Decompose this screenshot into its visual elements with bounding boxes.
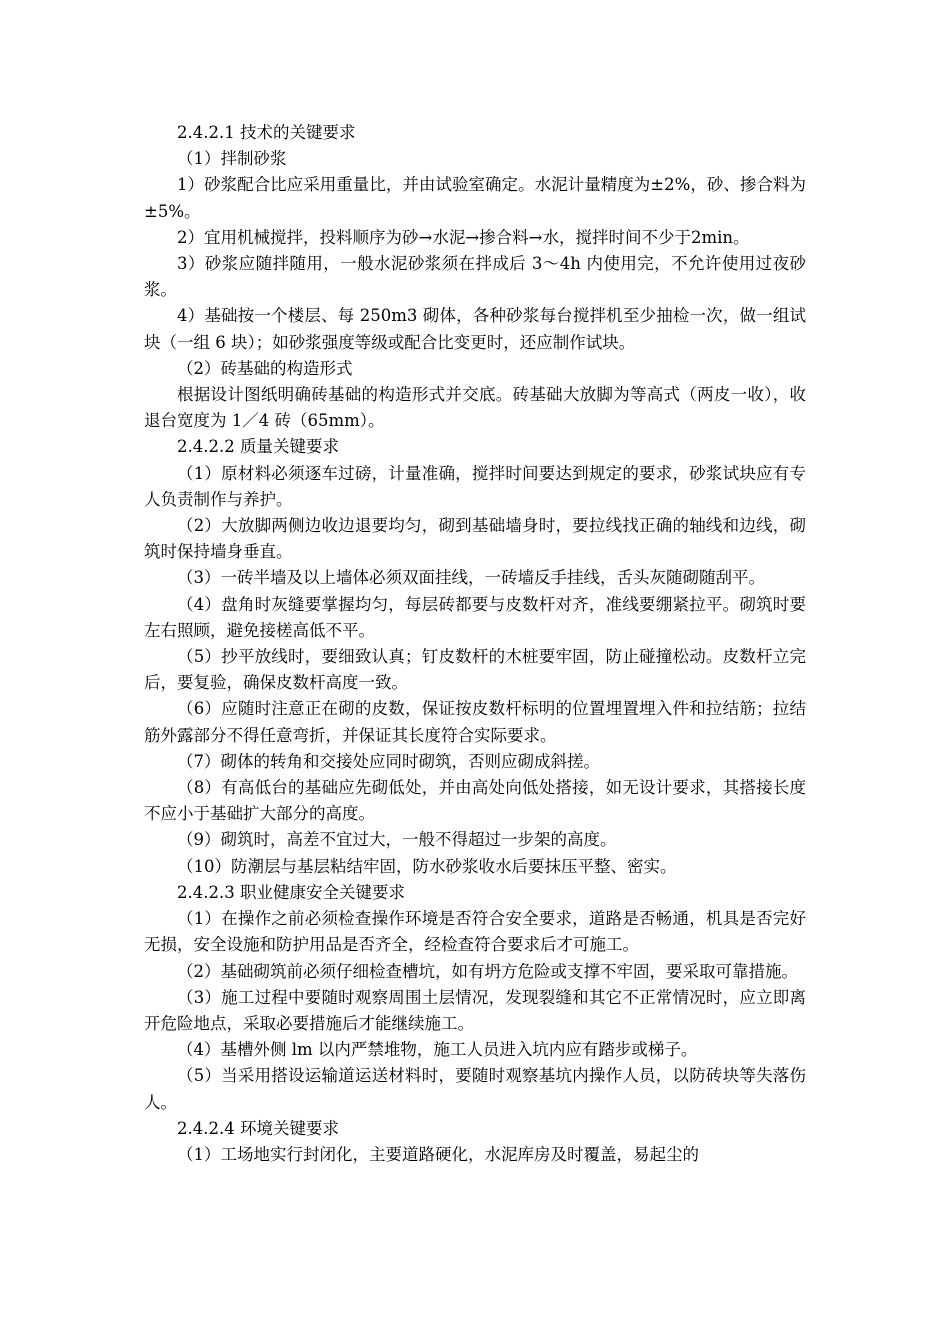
section-heading-2-4-2-2: 2.4.2.2 质量关键要求 xyxy=(177,437,339,457)
paragraph: （7）砌体的转角和交接处应同时砌筑，否则应砌成斜搓。 xyxy=(177,751,600,771)
section-heading-2-4-2-1: 2.4.2.1 技术的关键要求 xyxy=(177,123,356,142)
document-body xyxy=(144,120,806,1168)
paragraph: （6）应随时注意正在砌的皮数，保证按皮数杆标明的位置埋置埋入件和拉结筋；拉结筋外露部分不得任意弯折，并保证其长度符合实际要求。 xyxy=(144,699,806,745)
paragraph: （5）当采用搭设运输道运送材料时，要随时观察基坑内操作人员，以防砖块等失落伤人。 xyxy=(144,1066,806,1112)
paragraph: （2）大放脚两侧边收边退要均匀，砌到基础墙身时，要拉线找正确的轴线和边线，砌筑时保持墙身垂直。 xyxy=(144,516,806,562)
paragraph: （1）在操作之前必须检查操作环境是否符合安全要求，道路是否畅通，机具是否完好无损，安全设施和防护用品是否齐全，经检查符合要求后才可施工。 xyxy=(144,909,806,955)
paragraph: 根据设计图纸明确砖基础的构造形式并交底。砖基础大放脚为等高式（两皮一收），收退台宽度为 1／4 砖（65mm）。 xyxy=(144,385,806,431)
paragraph: （8）有高低台的基础应先砌低处，并由高处向低处搭接，如无设计要求，其搭接长度不应小于基础扩大部分的高度。 xyxy=(144,778,806,824)
paragraph: 4）基础按一个楼层、每 250m3 砌体，各种砂浆每台搅拌机至少抽检一次，做一组试块（一组 6 块）；如砂浆强度等级或配合比变更时，还应制作试块。 xyxy=(144,306,806,352)
paragraph: （9）砌筑时，高差不宜过大，一般不得超过一步架的高度。 xyxy=(177,830,617,850)
paragraph: 2）宜用机械搅拌，投料顺序为砂→水泥→掺合料→水，搅拌时间不少于2min。 xyxy=(177,227,750,247)
paragraph: （3）施工过程中要随时观察周围土层情况，发现裂缝和其它不正常情况时，应立即离开危险地点，采取必要措施后才能继续施工。 xyxy=(144,987,806,1033)
paragraph: （3）一砖半墙及以上墙体必须双面挂线，一砖墙反手挂线，舌头灰随砌随刮平。 xyxy=(177,568,765,588)
paragraph: （1）原材料必须逐车过磅，计量准确，搅拌时间要达到规定的要求，砂浆试块应有专人负责制作与养护。 xyxy=(144,463,806,509)
paragraph: （4）基槽外侧 lm 以内严禁堆物，施工人员进入坑内应有踏步或梯子。 xyxy=(177,1040,698,1060)
paragraph: （2）基础砌筑前必须仔细检查槽坑，如有坍方危险或支撑不牢固，要采取可靠措施。 xyxy=(177,961,798,981)
section-heading-2-4-2-4: 2.4.2.4 环境关键要求 xyxy=(177,1118,339,1138)
paragraph: 3）砂浆应随拌随用，一般水泥砂浆须在拌成后 3～4h 内使用完，不允许使用过夜砂浆。 xyxy=(144,254,806,300)
paragraph: （1）工场地实行封闭化，主要道路硬化，水泥库房及时覆盖，易起尘的 xyxy=(177,1144,699,1164)
paragraph: （10）防潮层与基层粘结牢固，防水砂浆收水后要抹压平整、密实。 xyxy=(177,856,677,876)
subheading-brick-foundation-form: （2）砖基础的构造形式 xyxy=(177,358,353,378)
paragraph: 1）砂浆配合比应采用重量比，并由试验室确定。水泥计量精度为±2%，砂、掺合料为±5%。 xyxy=(144,175,806,221)
paragraph: （4）盘角时灰缝要掌握均匀，每层砖都要与皮数杆对齐，准线要绷紧拉平。砌筑时要左右照顾，避免接槎高低不平。 xyxy=(144,594,806,640)
paragraph: （5）抄平放线时，要细致认真；钉皮数杆的木桩要牢固，防止碰撞松动。皮数杆立完后，要复验，确保皮数杆高度一致。 xyxy=(144,647,806,693)
subheading-mix-mortar: （1）拌制砂浆 xyxy=(177,149,287,169)
section-heading-2-4-2-3: 2.4.2.3 职业健康安全关键要求 xyxy=(177,882,405,902)
